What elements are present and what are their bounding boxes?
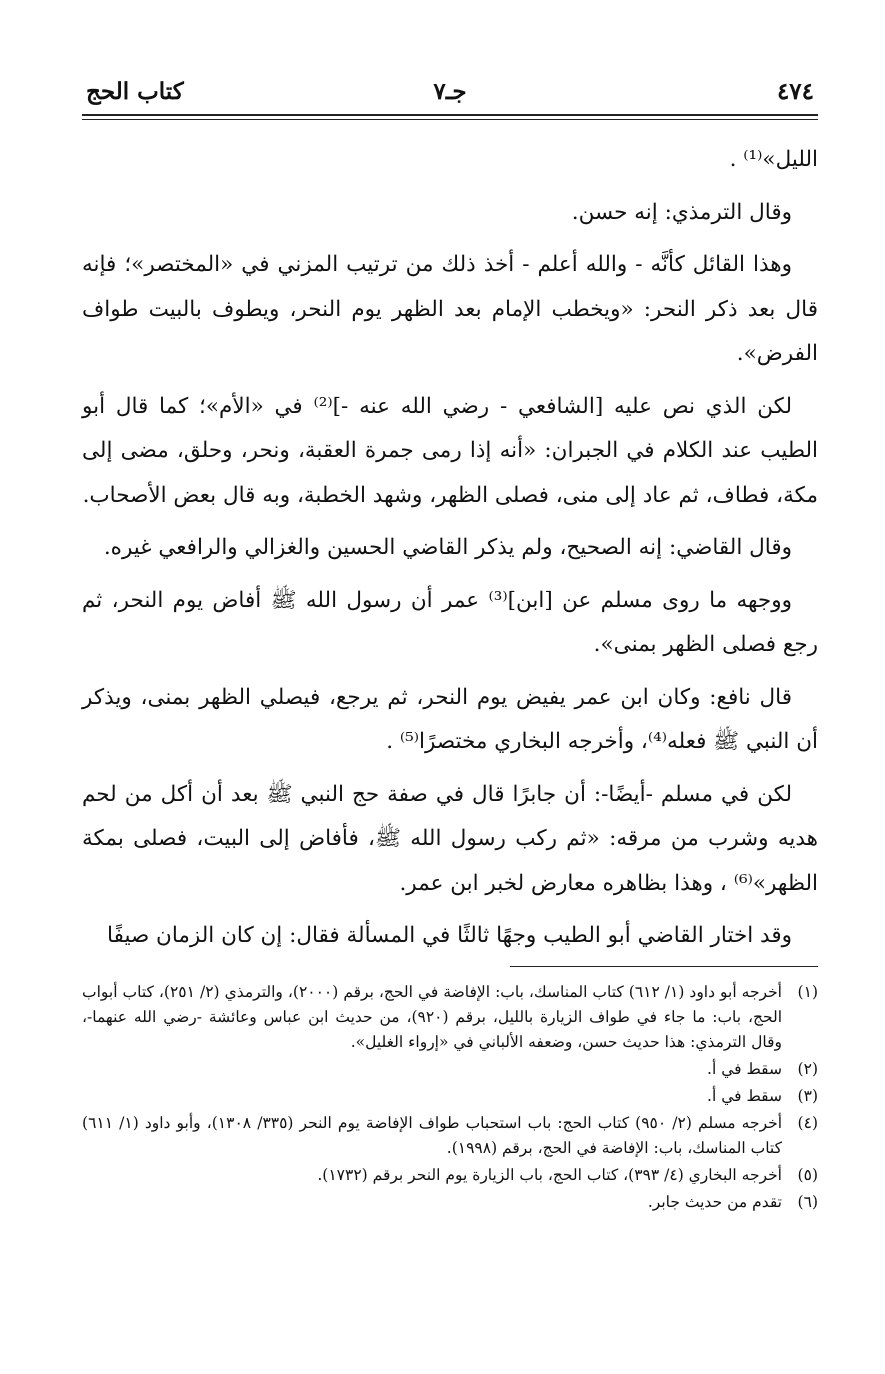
volume-label: جـ٧: [433, 78, 467, 105]
footnote-separator: [510, 966, 818, 967]
paragraph: وقال القاضي: إنه الصحيح، ولم يذكر القاضي الحسين والغزالي والرافعي غيره.: [103, 535, 792, 560]
footnote-number: (١): [797, 983, 818, 1001]
footnote-number: (٢): [797, 1060, 818, 1078]
footnote-text: تقدم من حديث جابر.: [647, 1193, 782, 1211]
footnote: [82, 1111, 818, 1161]
paragraph: وقد اختار القاضي أبو الطيب وجهًا ثالثًا في المسألة فقال: إن كان الزمان صيفًا: [107, 923, 792, 948]
footnote: [82, 1084, 818, 1109]
header-rule-thin: [82, 119, 818, 120]
paragraph: ووجهه ما روى مسلم عن [ابن]⁽³⁾ عمر أن رسول الله ﷺ أفاض يوم النحر، ثم رجع فصلى الظهر بمنى».: [82, 587, 818, 657]
paragraph: وقال الترمذي: إنه حسن.: [571, 199, 792, 225]
footnote: [82, 1057, 818, 1082]
main-text: [82, 138, 818, 967]
footnote: [82, 1163, 818, 1188]
footnote-text: سقط في أ.: [707, 1060, 782, 1078]
book-title: كتاب الحج: [86, 78, 184, 105]
footnote-number: (٦): [797, 1193, 818, 1211]
header-rule-thick: [82, 114, 818, 116]
paragraph: وهذا القائل كأنَّه - والله أعلم - أخذ ذلك من ترتيب المزني في «المختصر»؛ فإنه قال بعد ذكر النحر: «ويخطب الإمام بعد الظهر يوم النحر، ويطوف بالبيت طواف الفرض».: [82, 252, 818, 366]
footnote-text: أخرجه البخاري (٤/ ٣٩٣)، كتاب الحج، باب الزيارة يوم النحر برقم (١٧٣٢).: [317, 1166, 782, 1184]
footnote-text: سقط في أ.: [707, 1087, 782, 1105]
page-number: ٤٧٤: [776, 78, 814, 105]
footnote-text: أخرجه أبو داود (١/ ٦١٢) كتاب المناسك، باب: الإفاضة في الحج، برقم (٢٠٠٠)، والترمذي (٢/ ٢٥١)، كتاب أبواب الحج، باب: ما جاء في طواف الزيارة بالليل، برقم (٩٢٠)، من حديث ابن عباس وعائشة -رضي الله عنهما-، وقال الترمذي: هذا حديث حسن، وضعفه الألباني في «إرواء الغليل».: [82, 983, 783, 1051]
paragraph: لكن في مسلم -أيضًا-: أن جابرًا قال في صفة حج النبي ﷺ بعد أن أكل من لحم هديه وشرب من مرقه: «ثم ركب رسول الله ﷺ، فأفاض إلى البيت، فصلى بمكة الظهر»⁽⁶⁾ ، وهذا بظاهره معارض لخبر ابن عمر.: [82, 781, 818, 896]
footnote-text: أخرجه مسلم (٢/ ٩٥٠) كتاب الحج: باب استحباب طواف الإفاضة يوم النحر (٣٣٥/ ١٣٠٨)، وأبو داود (١/ ٦١١) كتاب المناسك، باب: الإفاضة في الحج، برقم (١٩٩٨).: [82, 1114, 783, 1157]
paragraph: الليل»⁽¹⁾ .: [729, 147, 818, 172]
footnote-number: (٥): [797, 1166, 818, 1184]
page-header: [82, 72, 818, 112]
footnote-number: (٤): [797, 1114, 818, 1132]
footnote-number: (٣): [797, 1087, 818, 1105]
footnotes: [82, 980, 818, 1217]
paragraph: قال نافع: وكان ابن عمر يفيض يوم النحر، ثم يرجع، فيصلي الظهر بمنى، ويذكر أن النبي ﷺ فعله⁽⁴⁾، وأخرجه البخاري مختصرًا⁽⁵⁾ .: [82, 684, 818, 754]
footnote: [82, 1190, 818, 1215]
footnote: [82, 980, 818, 1055]
paragraph: لكن الذي نص عليه [الشافعي - رضي الله عنه -]⁽²⁾ في «الأم»؛ كما قال أبو الطيب عند الكلام في الجبران: «أنه إذا رمى جمرة العقبة، ونحر، وحلق، مضى إلى مكة، فطاف، ثم عاد إلى منى، فصلى الظهر، وشهد الخطبة، وبه قال بعض الأصحاب.: [82, 393, 818, 508]
